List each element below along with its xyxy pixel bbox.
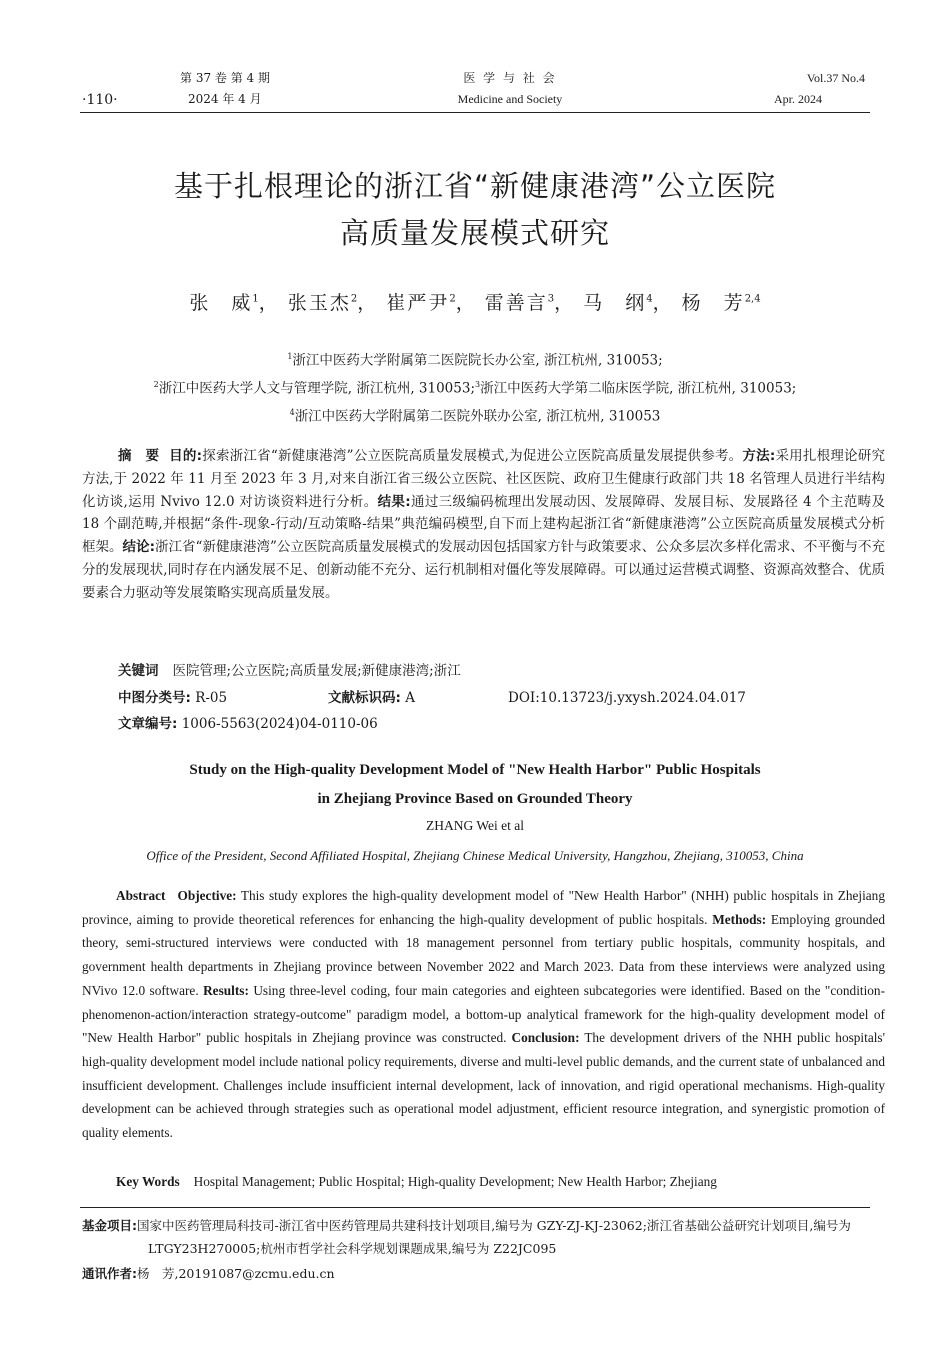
english-author: ZHANG Wei et al [425,818,524,833]
document-code: 文献标识码: A [328,690,415,706]
clc-number: 中图分类号: R-05 [118,690,228,706]
header-date-en: Apr. 2024 [774,92,822,106]
fund-note: 基金项目:国家中医药管理局科技司-浙江省中医药管理局共建科技计划项目,编号为 GZY-ZJ-KJ-23062;浙江省基础公益研究计划项目,编号为 LTGY23H270005;杭州市哲学社会科学规划课题成果,编号为 Z22JC095 [82,1218,851,1256]
english-title-line-2: in Zhejiang Province Based on Grounded Theory [317,791,633,807]
page-title-line-1: 基于扎根理论的浙江省“新健康港湾”公立医院 [173,169,777,203]
abstract-cn: 摘 要 目的:探索浙江省“新健康港湾”公立医院高质量发展模式,为促进公立医院高质量发展提供参考。方法:采用扎根理论研究方法,于 2022 年 11 月至 2023 年 3 月,对来自浙江省三级公立医院、社区医院、政府卫生健康行政部门共 18 名管理人员进行半结构化访谈,运用 Nvivo 12.0 对访谈资料进行分析。结果:通过三级编码梳理出发展动因、发展障碍、发展目标、发展路径 4 个主范畴及 18 个副范畴,并根据“条件-现象-行动/互动策略-结果”典范编码模型,自下而上建构起浙江省“新健康港湾”公立医院高质量发展模式分析框架。结论:浙江省“新健康港湾”公立医院高质量发展模式的发展动因包括国家方针与政策要求、公众多层次多样化需求、不平衡与不充分的发展现状,同时存在内涵发展不足、创新动能不充分、运行机制相对僵化等发展障碍。可以通过运营模式调整、资源高效整合、优质要素合力驱动等发展策略实现高质量发展。 [82,448,886,601]
author-separator: ， [258,292,280,314]
abstract-cn-label: 摘 要 [118,448,160,464]
article-number: 文章编号: 1006-5563(2024)04-0110-06 [118,716,378,732]
author-affil-mark: 3 [547,293,555,305]
author-list [60,288,890,315]
author-separator: ， [357,292,379,314]
doi: DOI:10.13723/j.yxysh.2024.04.017 [508,690,746,706]
keywords-cn: 关键词 医院管理;公立医院;高质量发展;新健康港湾;浙江 [118,663,461,679]
header-journal-en: Medicine and Society [457,92,563,106]
affiliation-line-1: $^1$浙江中医药大学附属第二医院院长办公室, 浙江杭州, 310053; [287,352,663,369]
header-volume-en: Vol.37 No.4 [806,71,865,85]
affiliation-line-3: $^4$浙江中医药大学附属第二医院外联办公室, 浙江杭州, 310053 [289,408,661,425]
english-affiliation: Office of the President, Second Affiliated Hospital, Zhejiang Chinese Medical University, Hangzhou, Zhejiang, 310053, China [146,848,804,863]
header-journal-cn: 医 学 与 社 会 [463,71,557,85]
corresponding-author: 通讯作者:杨 芳,20191087@zcmu.edu.cn [82,1266,335,1281]
header-page-number: ·110· [82,92,118,108]
author-name: 马 纲 [583,292,647,314]
header-volume-cn: 第 37 卷 第 4 期 [180,71,270,85]
header-rule [80,112,870,113]
author-affil-mark: 4 [646,293,653,305]
author-separator: ， [554,292,576,314]
footnote-rule [80,1207,870,1208]
header-date-cn: 2024 年 4 月 [188,92,262,106]
author-name: 杨 芳 [681,292,745,314]
affiliation-line-2: $^2$浙江中医药大学人文与管理学院, 浙江杭州, 310053;$^3$浙江中医药大学第二临床医学院, 浙江杭州, 310053; [153,380,797,397]
abstract-en: Abstract Objective: This study explores the high-quality development model of "New Health Harbor" (NHH) public hospitals in Zhejiang province, aiming to provide theoretical references for enhancing the high-quality development of public hospitals. Methods: Employing grounded theory, semi-structured interviews were conducted with 18 management personnel from tertiary public hospitals, community hospitals, and government health departments in Zhejiang province between November 2022 and March 2023. Data from these interviews were analyzed using NVivo 12.0 software. Results: Using three-level coding, four main categories and eighteen subcategories were identified. Based on the "condition-phenomenon-action/interaction strategy-outcome" paradigm model, a bottom-up analytical framework for the high-quality development model of "New Health Harbor" public hospitals in Zhejiang province was constructed. Conclusion: The development drivers of the NHH public hospitals' high-quality development model include national policy requirements, diverse and multi-level public demands, and the current state of unbalanced and insufficient development. Challenges include insufficient internal development, lack of innovation, and rigid operational mechanisms. High-quality development can be achieved through strategies such as operational model adjustment, efficient resource integration, and synergistic promotion of quality elements. [82,888,886,1141]
author-name: 崔严尹 [386,292,450,314]
author-affil-mark: 1 [252,293,259,305]
author-separator: ， [652,292,674,314]
page-title-line-2: 高质量发展模式研究 [339,216,610,250]
keywords-en: Key Words Hospital Management; Public Hospital; High-quality Development; New Health Harbor; Zhejiang [116,1174,717,1189]
author-affil-mark: 2,4 [744,293,761,305]
author-separator: ， [455,292,477,314]
author-name: 雷善言 [484,292,548,314]
author-affil-mark: 2 [449,293,456,305]
author-name: 张 威 [189,292,253,314]
author-affil-mark: 2 [350,293,358,305]
english-title-line-1: Study on the High-quality Development Model of "New Health Harbor" Public Hospitals [189,762,761,778]
author-name: 张玉杰 [287,292,351,314]
